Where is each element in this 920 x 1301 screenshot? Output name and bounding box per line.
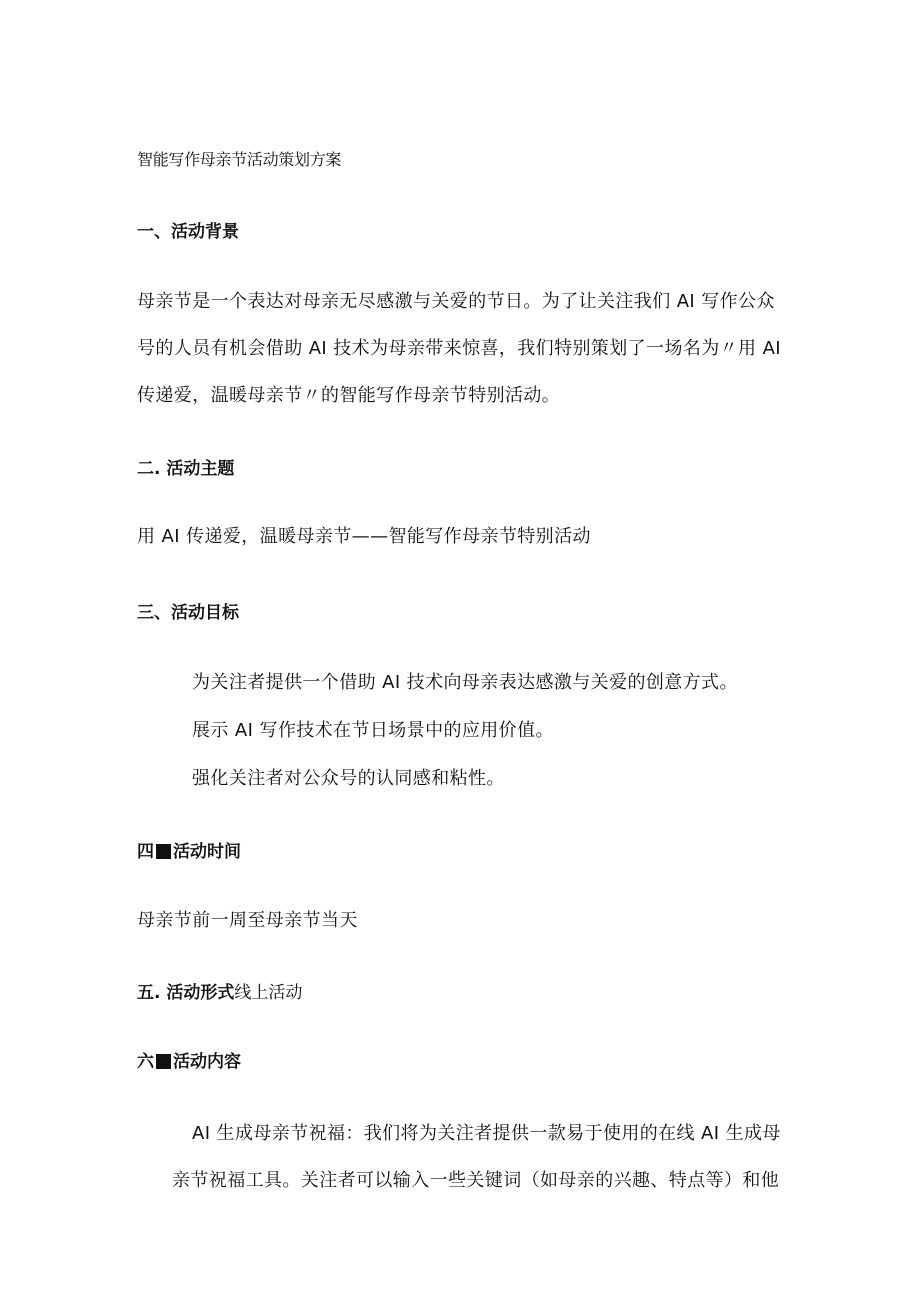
section-heading-goals: 三、活动目标 bbox=[137, 603, 239, 623]
section-heading-text: 五. 活动形式 bbox=[137, 983, 235, 1003]
section-heading-text: 活动内容 bbox=[173, 1052, 241, 1072]
square-bullet-icon bbox=[156, 844, 171, 859]
section-heading-format bbox=[137, 978, 302, 1003]
goal-item: 为关注者提供一个借助 AI 技术向母亲表达感激与关爱的创意方式。 bbox=[192, 672, 738, 693]
goal-item: 强化关注者对公众号的认同感和粘性。 bbox=[192, 768, 505, 789]
section-heading-time bbox=[137, 837, 241, 862]
section-heading-background: 一、活动背景 bbox=[137, 222, 239, 242]
paragraph-line: 号的人员有机会借助 AI 技术为母亲带来惊喜，我们特别策划了一场名为〃用 AI bbox=[137, 338, 782, 359]
paragraph-line: 传递爱，温暖母亲节〃的智能写作母亲节特别活动。 bbox=[137, 385, 561, 406]
section-number: 四 bbox=[137, 842, 154, 862]
content-line: AI 生成母亲节祝福：我们将为关注者提供一款易于使用的在线 AI 生成母 bbox=[192, 1123, 781, 1144]
section-heading-theme: 二. 活动主题 bbox=[137, 459, 235, 479]
content-line: 亲节祝福工具。关注者可以输入一些关键词（如母亲的兴趣、特点等）和他 bbox=[172, 1170, 780, 1191]
document-title: 智能写作母亲节活动策划方案 bbox=[137, 150, 342, 169]
section-heading-content bbox=[137, 1047, 241, 1072]
goal-item: 展示 AI 写作技术在节日场景中的应用价值。 bbox=[192, 720, 554, 741]
time-line: 母亲节前一周至母亲节当天 bbox=[137, 910, 358, 931]
paragraph-line: 母亲节是一个表达对母亲无尽感激与关爱的节日。为了让关注我们 AI 写作公众 bbox=[137, 291, 775, 312]
section-number: 六 bbox=[137, 1052, 154, 1072]
format-value: 线上活动 bbox=[234, 983, 303, 1003]
section-heading-text: 活动时间 bbox=[173, 842, 241, 862]
theme-line: 用 AI 传递爱，温暖母亲节——智能写作母亲节特别活动 bbox=[137, 526, 591, 547]
square-bullet-icon bbox=[156, 1054, 171, 1069]
